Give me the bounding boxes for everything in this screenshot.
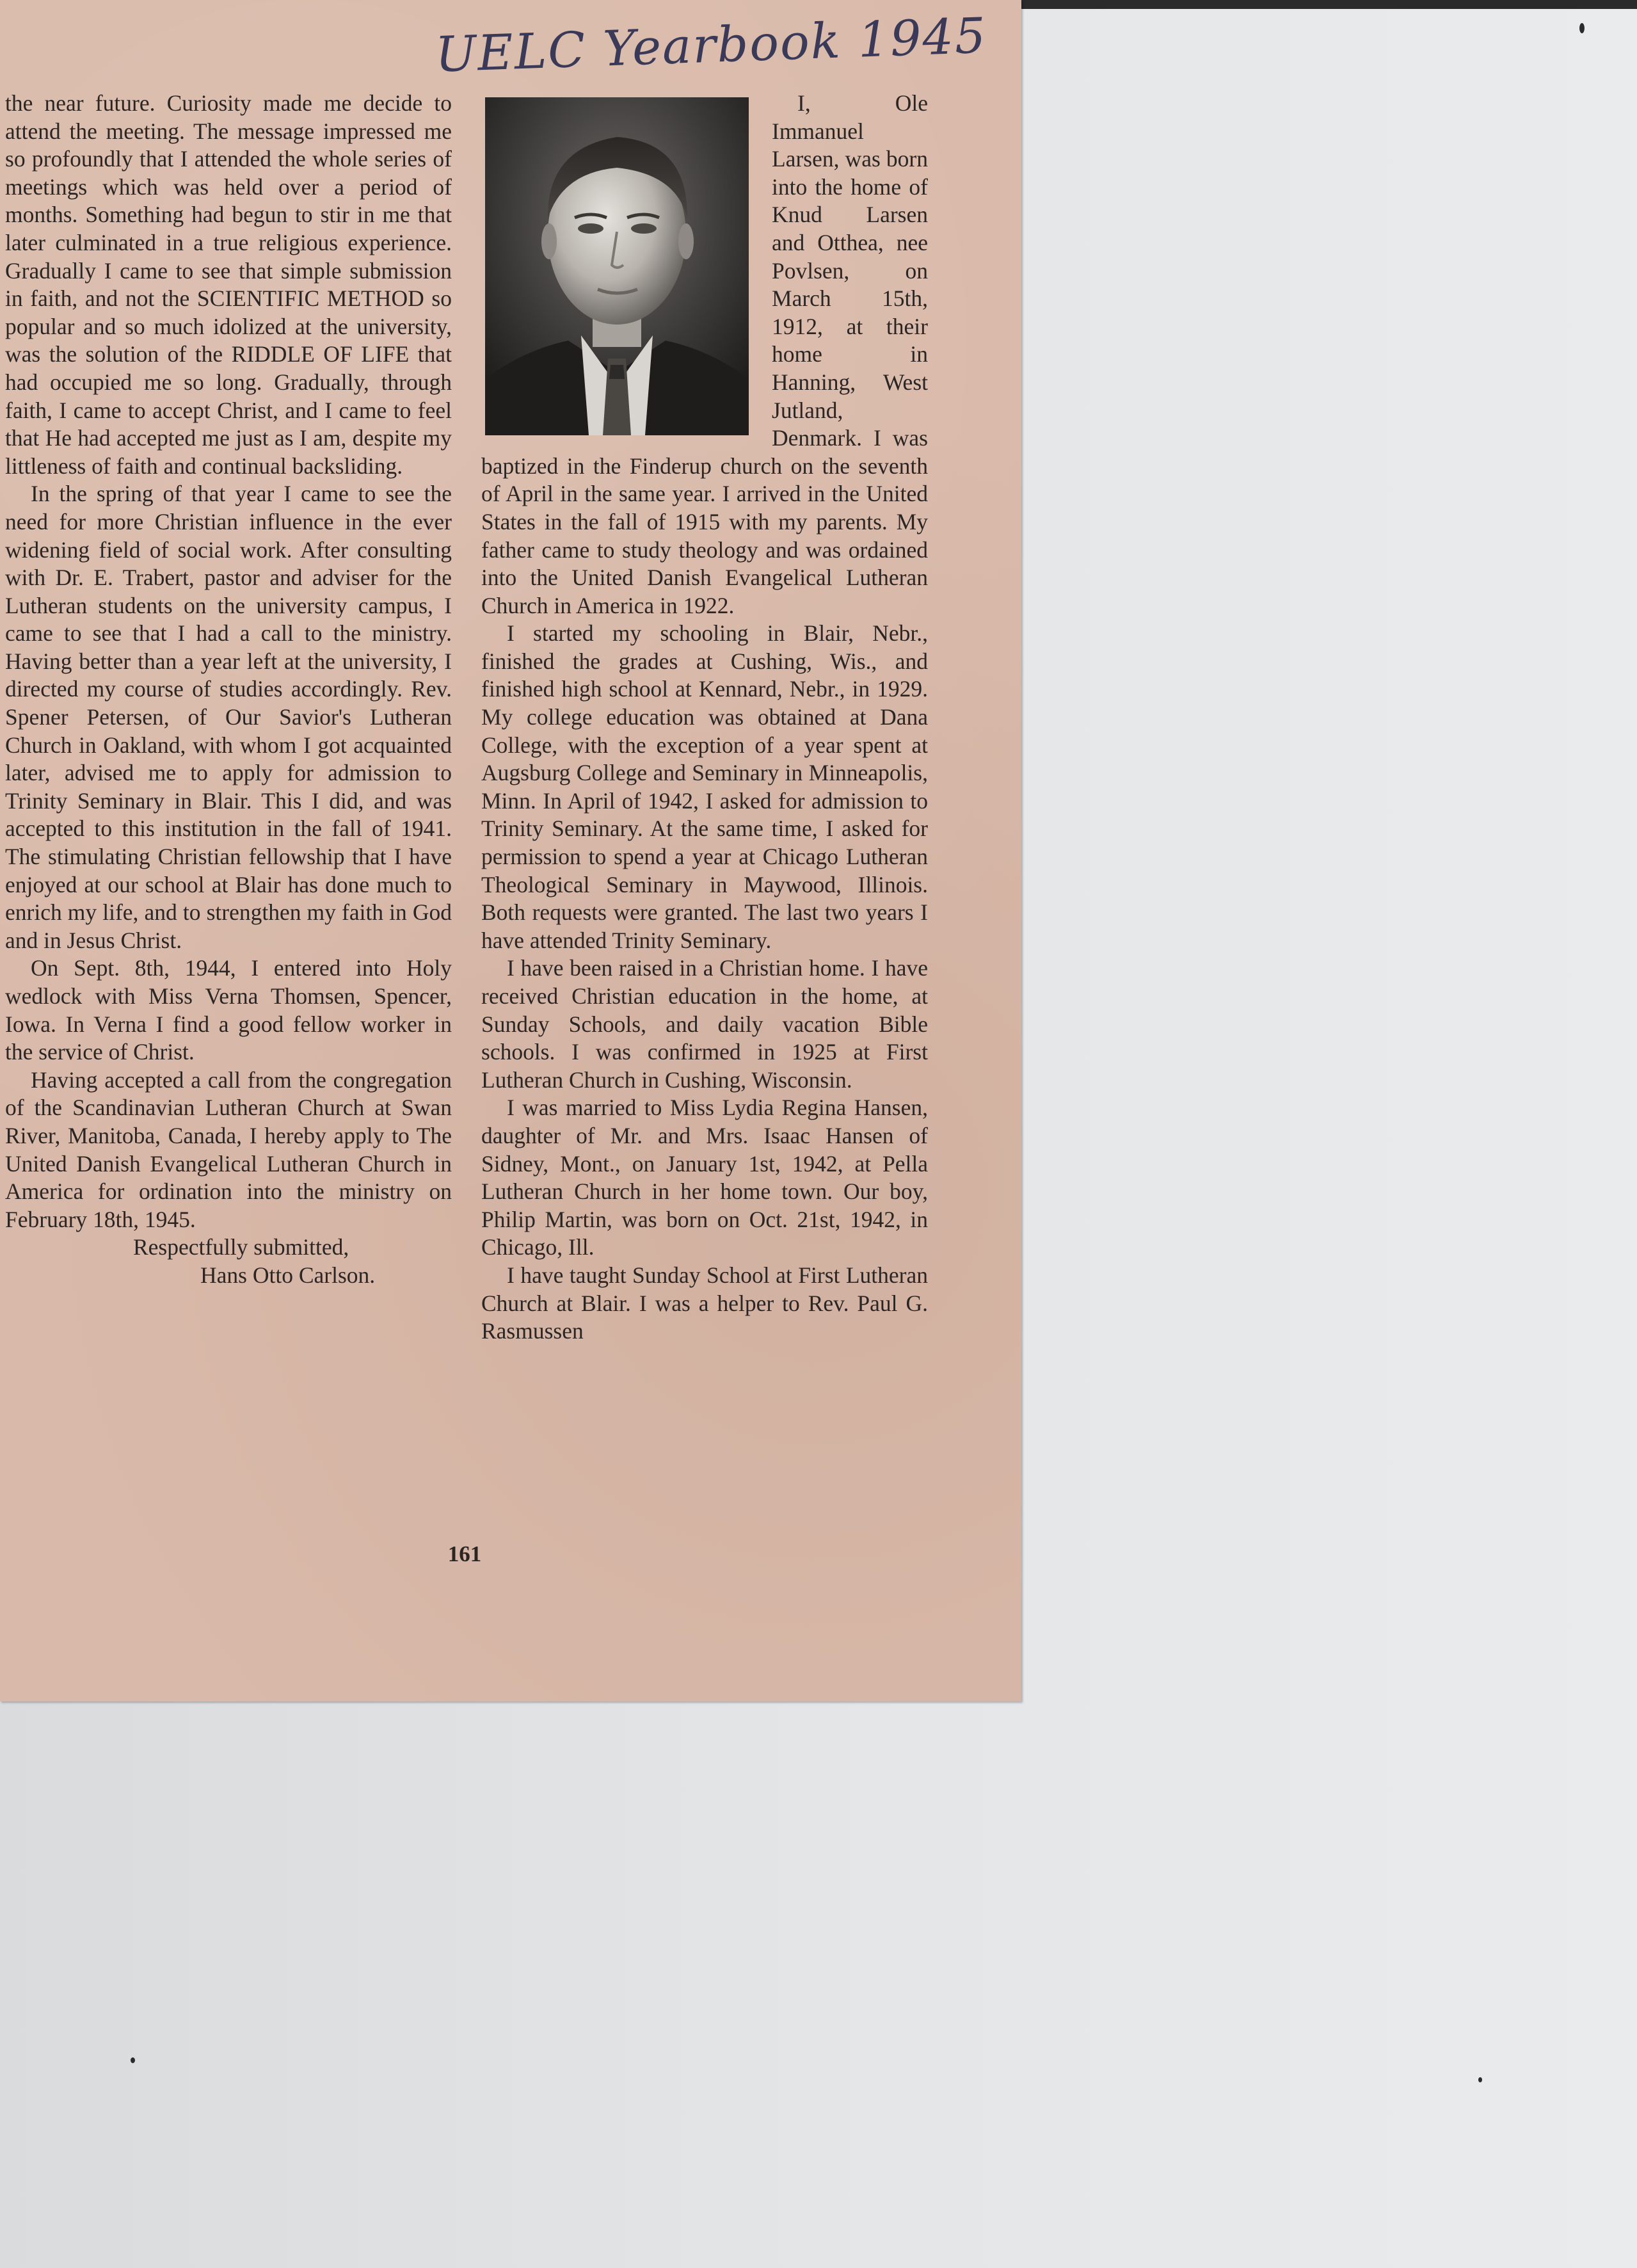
closing-line: Respectfully submitted, bbox=[133, 1234, 349, 1260]
right-paragraph-5: I have taught Sunday School at First Lutheran Church at Blair. I was a helper to Rev. Paul G. Rasmussen bbox=[481, 1262, 928, 1344]
right-column bbox=[481, 90, 928, 1346]
dust-speck bbox=[1579, 23, 1585, 33]
portrait-photo bbox=[485, 97, 749, 435]
right-paragraph-4: I was married to Miss Lydia Regina Hansen, daughter of Mr. and Mrs. Isaac Hansen of Sidney, Mont., on January 1st, 1942, at Pella Lutheran Church in her home town. Our boy, Philip Martin, was born on Oct. 21st, 1942, in Chicago, Ill. bbox=[481, 1095, 928, 1260]
right-paragraph-2: I started my schooling in Blair, Nebr., finished the grades at Cushing, Wis., and finished high school at Kennard, Nebr., in 1929. My college education was obtained at Dana College, with the exception of a year spent at Augsburg College and Seminary in Minneapolis, Minn. In April of 1942, I asked for admission to Trinity Seminary. At the same time, I asked for permission to spend a year at Chicago Lutheran Theological Seminary in Maywood, Illinois. Both requests were granted. The last two years I have attended Trinity Seminary. bbox=[481, 620, 928, 953]
handwritten-note: UELC Yearbook 1945 bbox=[434, 6, 988, 83]
left-paragraph-1: the near future. Curiosity made me decide to attend the meeting. The message impressed me so profoundly that I attended the whole series of meetings which was held over a period of months. Something had begun to stir in me that later culminated in a true religious experience. Gradually I came to see that simple submission in faith, and not the SCIENTIFIC METHOD so popular and so much idolized at the university, was the solution of the RIDDLE OF LIFE that had occupied me so long. Gradually, through faith, I came to accept Christ, and I came to feel that He had accepted me just as I am, despite my littleness of faith and continual backsliding. bbox=[5, 90, 452, 479]
signature-line: Hans Otto Carlson. bbox=[200, 1262, 376, 1288]
signoff bbox=[5, 1234, 452, 1289]
dust-speck bbox=[131, 2057, 135, 2063]
left-paragraph-4: Having accepted a call from the congregation of the Scandinavian Lutheran Church at Swan River, Manitoba, Canada, I hereby apply to The United Danish Evangelical Lutheran Church in America for ordination into the ministry on February 18th, 1945. bbox=[5, 1066, 452, 1232]
portrait-image bbox=[485, 97, 749, 435]
left-column bbox=[5, 90, 452, 1290]
left-paragraph-3: On Sept. 8th, 1944, I entered into Holy wedlock with Miss Verna Thomsen, Spencer, Iowa. In Verna I find a good fellow worker in the service of Christ. bbox=[5, 955, 452, 1065]
page-number: 161 bbox=[447, 1541, 482, 1566]
dust-speck bbox=[1478, 2077, 1482, 2082]
left-paragraph-2: In the spring of that year I came to see the need for more Christian influence in the ever widening field of social work. After consulting with Dr. E. Trabert, pastor and adviser for the Lutheran students on the university campus, I came to see that I had a call to the ministry. Having better than a year left at the university, I directed my course of studies accordingly. Rev. Spener Petersen, of Our Savior's Lutheran Church in Oakland, with whom I got acquainted later, advised me to apply for admission to Trinity Seminary in Blair. This I did, and was accepted to this institution in the fall of 1941. The stimulating Christian fellowship that I have enjoyed at our school at Blair has done much to enrich my life, and to strengthen my faith in God and in Jesus Christ. bbox=[5, 481, 452, 953]
scanner-lid-edge bbox=[1021, 0, 1637, 9]
yearbook-clipping bbox=[0, 0, 1021, 1701]
right-paragraph-3: I have been raised in a Christian home. I have received Christian education in the home, at Sunday Schools, and daily vacation Bible schools. I was confirmed in 1925 at First Lutheran Church in Cushing, Wisconsin. bbox=[481, 955, 928, 1093]
right-paragraph-1: I, Ole Immanuel Larsen, was born into the home of Knud Larsen and Otthea, nee Povlsen, on March 15th, 1912, at their home in Hanning, West Jutland, Denmark. I was baptized in the Finderup church on the seventh of April in the same year. I arrived in the United States in the fall of 1915 with my parents. My father came to study theology and was ordained into the United Danish Evangelical Lutheran Church in America in 1922. bbox=[481, 90, 928, 618]
